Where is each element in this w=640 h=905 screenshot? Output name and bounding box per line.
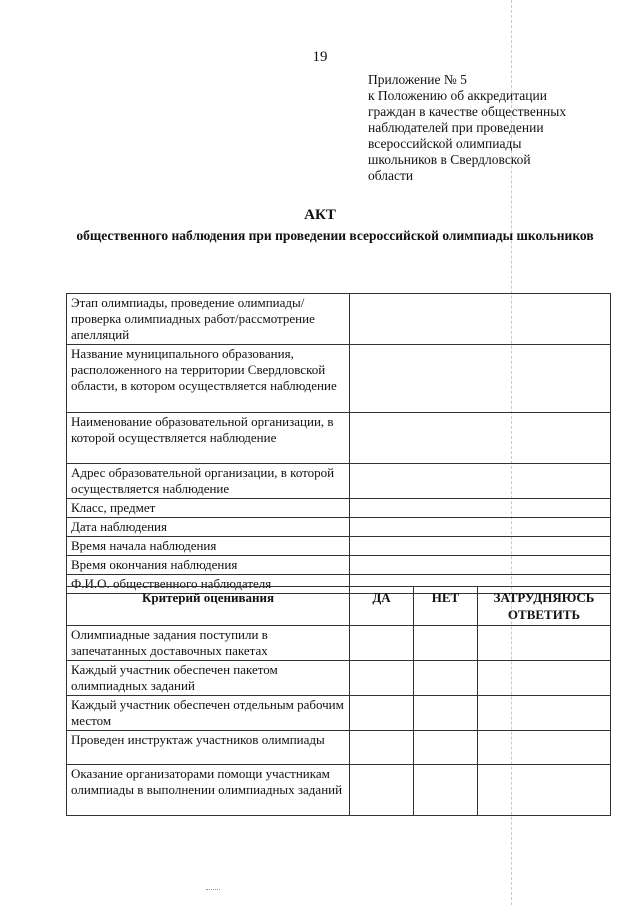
yes-cell[interactable] [350, 765, 414, 816]
table-row [67, 731, 611, 765]
appendix-line: области [368, 168, 414, 183]
info-value-field[interactable] [350, 345, 611, 413]
criterion-label: Олимпиадные задания поступили в запечатанных доставочных пакетах [67, 626, 350, 661]
criterion-label: Проведен инструктаж участников олимпиады [67, 731, 350, 765]
info-value-field[interactable] [350, 537, 611, 556]
yes-cell[interactable] [350, 661, 414, 696]
no-cell[interactable] [414, 731, 478, 765]
appendix-line: к Положению об аккредитации [368, 88, 547, 103]
table-row [67, 765, 611, 816]
no-cell[interactable] [414, 765, 478, 816]
table-row [67, 556, 611, 575]
info-label: Этап олимпиады, проведение олимпиады/проверка олимпиадных работ/рассмотрение апелляций [67, 294, 350, 345]
criterion-label: Оказание организаторами помощи участникам олимпиады в выполнении олимпиадных заданий [67, 765, 350, 816]
table-row [67, 626, 611, 661]
info-value-field[interactable] [350, 464, 611, 499]
appendix-note [368, 72, 608, 184]
unsure-cell[interactable] [478, 696, 611, 731]
table-row [67, 413, 611, 464]
info-label: Название муниципального образования, расположенного на территории Свердловской области, в котором осуществляется наблюдение [67, 345, 350, 413]
info-value-field[interactable] [350, 556, 611, 575]
info-value-field[interactable] [350, 413, 611, 464]
table-row [67, 537, 611, 556]
no-cell[interactable] [414, 626, 478, 661]
unsure-cell[interactable] [478, 731, 611, 765]
observation-info-table [66, 293, 611, 594]
page-number: 19 [312, 49, 328, 65]
appendix-line: всероссийской олимпиады [368, 136, 522, 151]
scan-artifact [206, 889, 220, 890]
criterion-label: Каждый участник обеспечен пакетом олимпиадных заданий [67, 661, 350, 696]
unsure-cell[interactable] [478, 626, 611, 661]
info-label: Ф.И.О. общественного наблюдателя [67, 575, 350, 594]
unsure-column-header: ЗАТРУДНЯЮСЬ ОТВЕТИТЬ [478, 587, 611, 626]
info-value-field[interactable] [350, 518, 611, 537]
info-label: Адрес образовательной организации, в которой осуществляется наблюдение [67, 464, 350, 499]
no-cell[interactable] [414, 696, 478, 731]
document-title: АКТ [304, 207, 336, 223]
table-row [67, 696, 611, 731]
info-label: Класс, предмет [67, 499, 350, 518]
yes-cell[interactable] [350, 626, 414, 661]
table-row [67, 661, 611, 696]
yes-column-header: ДА [350, 587, 414, 626]
criterion-label: Каждый участник обеспечен отдельным рабочим местом [67, 696, 350, 731]
criteria-table [66, 586, 611, 816]
unsure-cell[interactable] [478, 661, 611, 696]
document-subtitle: общественного наблюдения при проведении всероссийской олимпиады школьников [76, 228, 594, 243]
appendix-line: Приложение № 5 [368, 72, 467, 87]
appendix-line: граждан в качестве общественных [368, 104, 567, 119]
info-value-field[interactable] [350, 294, 611, 345]
table-row [67, 518, 611, 537]
table-row [67, 464, 611, 499]
criterion-column-header: Критерий оценивания [67, 587, 350, 626]
info-label: Время начала наблюдения [67, 537, 350, 556]
no-column-header: НЕТ [414, 587, 478, 626]
info-value-field[interactable] [350, 499, 611, 518]
appendix-line: наблюдателей при проведении [368, 120, 544, 135]
table-row [67, 499, 611, 518]
info-label: Наименование образовательной организации, в которой осуществляется наблюдение [67, 413, 350, 464]
table-row [67, 345, 611, 413]
info-label: Время окончания наблюдения [67, 556, 350, 575]
table-header-row [67, 587, 611, 626]
table-row [67, 294, 611, 345]
yes-cell[interactable] [350, 731, 414, 765]
appendix-line: школьников в Свердловской [368, 152, 531, 167]
no-cell[interactable] [414, 661, 478, 696]
unsure-cell[interactable] [478, 765, 611, 816]
info-label: Дата наблюдения [67, 518, 350, 537]
yes-cell[interactable] [350, 696, 414, 731]
